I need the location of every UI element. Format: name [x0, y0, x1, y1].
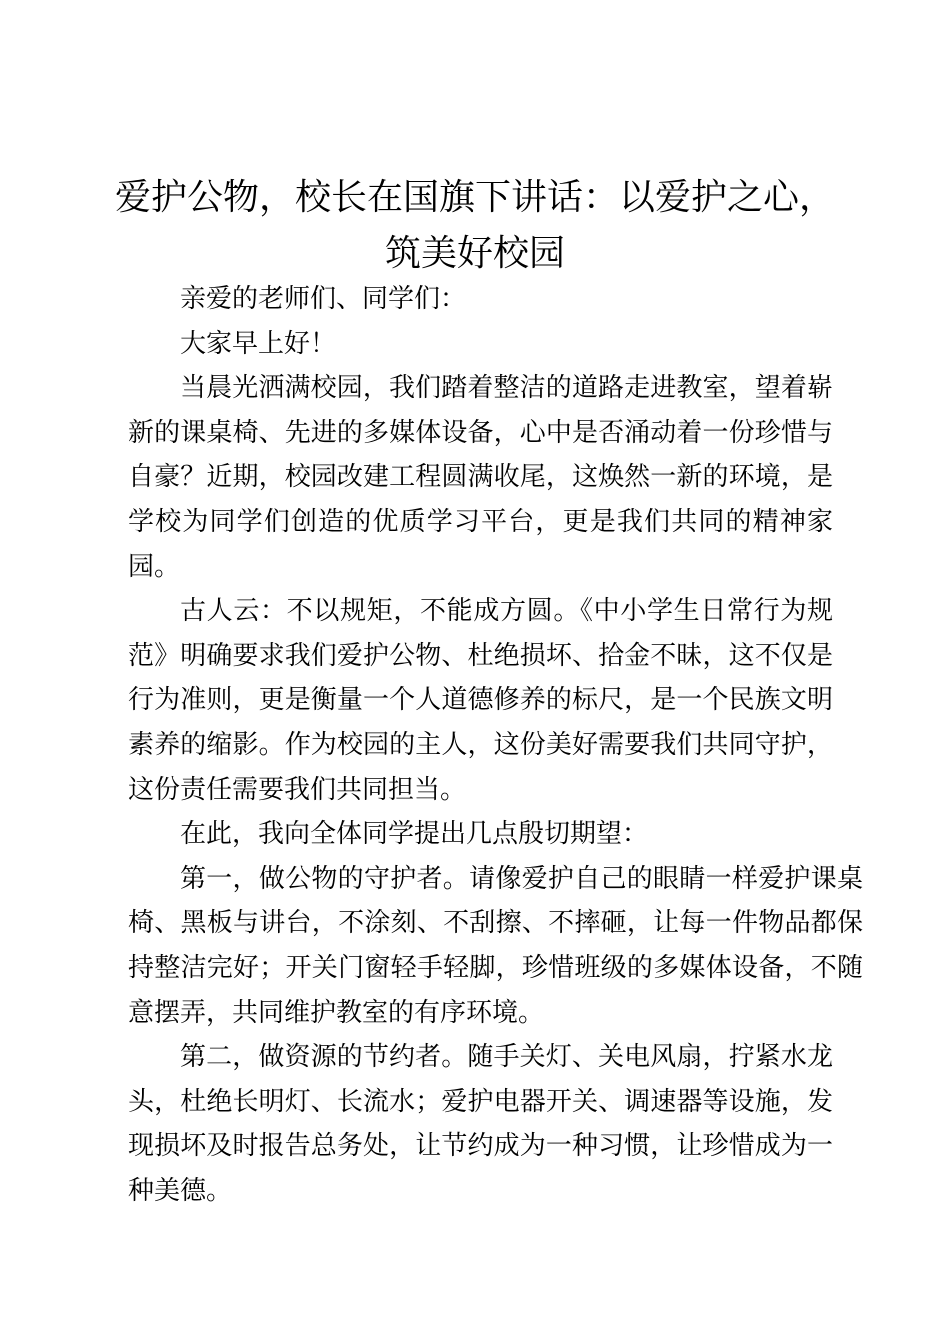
paragraph-second-point: 第二，做资源的节约者。随手关灯、关电风扇，拧紧水龙头，杜绝长明灯、长流水；爱护电器开关、调速器等设施，发现损坏及时报告总务处，让节约成为一种习惯，让珍惜成为一种美德。: [128, 1042, 833, 1206]
paragraph-expectations: 在此，我向全体同学提出几点殷切期望：: [180, 819, 649, 850]
salutation: 亲爱的老师们、同学们：: [180, 284, 467, 314]
document-body: [128, 277, 863, 1213]
paragraph-intro: 当晨光洒满校园，我们踏着整洁的道路走进教室，望着崭新的课桌椅、先进的多媒体设备，心中是否涌动着一份珍惜与自豪？近期，校园改建工程圆满收尾，这焕然一新的环境，是学校为同学们创造的优质学习平台，更是我们共同的精神家园。: [128, 373, 833, 582]
title-line-2: 筑美好校园: [384, 233, 565, 274]
title-line-1: 爱护公物，校长在国旗下讲话：以爱护之心，: [114, 177, 835, 218]
paragraph-norms: 古人云：不以规矩，不能成方圆。《中小学生日常行为规范》明确要求我们爱护公物、杜绝损坏、拾金不昧，这不仅是行为准则，更是衡量一个人道德修养的标尺，是一个民族文明素养的缩影。作为校园的主人，这份美好需要我们共同守护，这份责任需要我们共同担当。: [128, 596, 833, 805]
greeting: 大家早上好！: [180, 328, 337, 359]
document-title: [100, 170, 850, 282]
paragraph-first-point: 第一，做公物的守护者。请像爱护自己的眼睛一样爱护课桌椅、黑板与讲台，不涂刻、不刮擦、不摔砸，让每一件物品都保持整洁完好；开关门窗轻手轻脚，珍惜班级的多媒体设备，不随意摆弄，共同维护教室的有序环境。: [128, 863, 863, 1028]
